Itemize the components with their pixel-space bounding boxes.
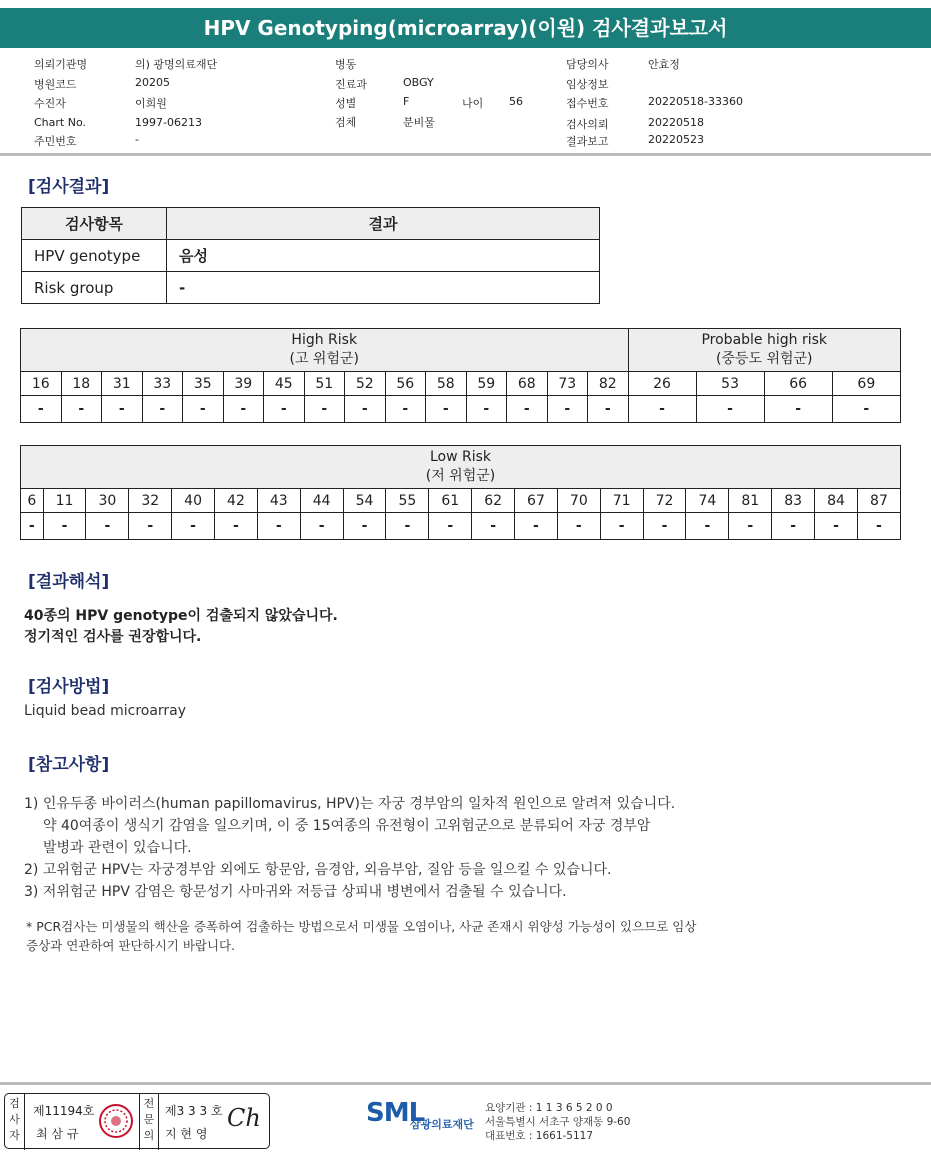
signature-box	[4, 1093, 270, 1149]
genotype-number: 45	[264, 372, 305, 396]
genotype-result: -	[857, 513, 900, 540]
interpretation-line2: 정기적인 검사를 권장합니다.	[24, 629, 202, 645]
reference-item: 약 40여종이 생식기 감염을 일으키며, 이 중 15여종의 유전형이 고위험군으로 분류되어 자궁 경부암	[43, 818, 651, 834]
genotype-result: -	[815, 513, 858, 540]
header-value: 20220518	[648, 116, 704, 129]
genotype-result: -	[832, 396, 900, 423]
genotype-number: 39	[223, 372, 264, 396]
genotype-number: 43	[257, 489, 300, 513]
genotype-number: 70	[557, 489, 600, 513]
header-label: 담당의사	[566, 58, 609, 71]
genotype-number: 26	[628, 372, 696, 396]
genotype-number: 61	[429, 489, 472, 513]
genotype-result: -	[557, 513, 600, 540]
genotype-result: -	[643, 513, 686, 540]
genotype-number: 30	[86, 489, 129, 513]
footer-divider	[0, 1082, 931, 1085]
genotype-number: 72	[643, 489, 686, 513]
result-col-item: 검사항목	[22, 208, 167, 240]
interp-prefix: 40종의	[24, 608, 76, 624]
interp-suffix: 이 검출되지 않았습니다.	[187, 608, 338, 624]
genotype-result: -	[129, 513, 172, 540]
header-value: -	[135, 133, 139, 146]
genotype-result: -	[628, 396, 696, 423]
header-label: 주민번호	[34, 135, 77, 148]
genotype-result: -	[183, 396, 224, 423]
header-label: 수진자	[34, 97, 66, 110]
genotype-number: 67	[515, 489, 558, 513]
genotype-number: 6	[21, 489, 44, 513]
sml-logo: SML	[366, 1098, 425, 1128]
genotype-result: -	[729, 513, 772, 540]
high-risk-header	[21, 329, 629, 372]
genotype-result: -	[466, 396, 507, 423]
header-label: 병동	[335, 58, 357, 71]
header-value: F	[403, 95, 410, 108]
interpretation-line1	[24, 605, 338, 625]
genotype-result: -	[343, 513, 386, 540]
genotype-number: 62	[472, 489, 515, 513]
genotype-result: -	[142, 396, 183, 423]
section-result: [검사결과]	[28, 177, 110, 197]
result-table	[21, 207, 600, 304]
interp-bold: HPV genotype	[75, 608, 188, 624]
header-divider	[0, 153, 931, 156]
examiner-label-char: 검	[9, 1097, 20, 1110]
genotype-number: 18	[61, 372, 102, 396]
genotype-number: 44	[300, 489, 343, 513]
header-label: 접수번호	[566, 97, 609, 110]
low-risk-table	[20, 445, 901, 540]
genotype-result: -	[686, 513, 729, 540]
age-value: 56	[509, 95, 523, 108]
genotype-number: 53	[696, 372, 764, 396]
reference-list	[24, 793, 675, 903]
high-risk-label: High Risk	[291, 332, 358, 348]
genotype-number: 11	[43, 489, 86, 513]
genotype-number: 35	[183, 372, 224, 396]
doctor-license: 제3 3 3 호	[165, 1104, 223, 1118]
header-label: 병원코드	[34, 78, 77, 91]
header-label: 진료과	[335, 78, 367, 91]
org-phone: 대표번호 : 1661-5117	[485, 1130, 594, 1142]
genotype-result: -	[385, 396, 426, 423]
table-row	[22, 240, 600, 272]
genotype-result: -	[600, 513, 643, 540]
genotype-result: -	[172, 513, 215, 540]
header-label: 의뢰기관명	[34, 58, 88, 71]
genotype-number: 33	[142, 372, 183, 396]
genotype-number: 68	[507, 372, 548, 396]
method-text: Liquid bead microarray	[24, 703, 187, 719]
genotype-result: -	[426, 396, 467, 423]
org-info	[485, 1101, 630, 1143]
genotype-result: -	[86, 513, 129, 540]
examiner-label-char: 사	[9, 1113, 20, 1126]
doctor-label-char: 전	[143, 1097, 155, 1110]
genotype-number: 42	[215, 489, 258, 513]
genotype-number: 52	[345, 372, 386, 396]
probable-risk-label: Probable high risk	[701, 332, 828, 348]
genotype-result: -	[772, 513, 815, 540]
genotype-number: 16	[21, 372, 62, 396]
header-label: 검체	[335, 116, 357, 129]
header-value: 20205	[135, 76, 170, 89]
high-risk-label-ko: (고 위험군)	[289, 351, 359, 367]
header-value: 20220523	[648, 133, 704, 146]
org-address: 서울특별시 서초구 양재동 9-60	[485, 1116, 631, 1128]
genotype-result: -	[257, 513, 300, 540]
low-risk-label-ko: (저 위험군)	[425, 468, 496, 484]
note-line: * PCR검사는 미생물의 핵산을 증폭하여 검출하는 방법으로서 미생물 오염이나, 사균 존재시 위양성 가능성이 있으므로 임상	[26, 919, 697, 934]
genotype-number: 54	[343, 489, 386, 513]
header-label: Chart No.	[34, 116, 86, 129]
examiner-name: 최 삼 규	[36, 1127, 79, 1141]
genotype-result: -	[345, 396, 386, 423]
age-label: 나이	[462, 97, 484, 110]
result-col-result: 결과	[167, 208, 600, 240]
genotype-result: -	[588, 396, 629, 423]
examiner-label	[5, 1094, 25, 1150]
genotype-result: -	[429, 513, 472, 540]
section-method: [검사방법]	[28, 677, 110, 697]
genotype-number: 71	[600, 489, 643, 513]
signature: Ch	[227, 1104, 261, 1132]
genotype-result: -	[264, 396, 305, 423]
genotype-number: 56	[385, 372, 426, 396]
probable-risk-header	[628, 329, 901, 372]
genotype-result: -	[215, 513, 258, 540]
low-risk-label: Low Risk	[429, 449, 492, 465]
genotype-result: -	[223, 396, 264, 423]
header-value: 1997-06213	[135, 116, 202, 129]
genotype-number: 59	[466, 372, 507, 396]
genotype-number: 51	[304, 372, 345, 396]
examiner-license: 제11194호	[33, 1104, 95, 1118]
reference-item: 2) 고위험군 HPV는 자궁경부암 외에도 항문암, 음경암, 외음부암, 질암 등을 일으킬 수 있습니다.	[24, 862, 612, 878]
genotype-result: -	[21, 513, 44, 540]
doctor-name: 지 현 영	[165, 1127, 208, 1141]
header-label: 성별	[335, 97, 357, 110]
genotype-result: -	[547, 396, 588, 423]
genotype-number: 83	[772, 489, 815, 513]
genotype-result: -	[300, 513, 343, 540]
header-value: 의) 광명의료재단	[135, 58, 218, 71]
header-label: 임상정보	[566, 78, 609, 91]
pcr-note	[26, 917, 696, 955]
genotype-result: -	[472, 513, 515, 540]
genotype-number: 84	[815, 489, 858, 513]
note-line: 증상과 연관하여 판단하시기 바랍니다.	[26, 938, 236, 953]
report-title: HPV Genotyping(microarray)(이원) 검사결과보고서	[0, 8, 931, 48]
genotype-result: -	[21, 396, 62, 423]
genotype-number: 82	[588, 372, 629, 396]
header-label: 검사의뢰	[566, 118, 609, 131]
genotype-result: -	[507, 396, 548, 423]
reference-item: 3) 저위험군 HPV 감염은 항문성기 사마귀와 저등급 상피내 병변에서 검출될 수 있습니다.	[24, 884, 567, 900]
genotype-number: 69	[832, 372, 900, 396]
seal-icon	[98, 1103, 134, 1139]
doctor-label	[139, 1094, 159, 1150]
header-value: OBGY	[403, 76, 434, 89]
result-value: -	[167, 272, 600, 304]
genotype-result: -	[43, 513, 86, 540]
care-number: 요양기관 : 1 1 3 6 5 2 0 0	[485, 1102, 613, 1114]
header-label: 결과보고	[566, 135, 609, 148]
genotype-result: -	[515, 513, 558, 540]
header-value: 분비물	[403, 116, 435, 129]
probable-risk-label-ko: (중등도 위험군)	[715, 351, 813, 367]
genotype-number: 73	[547, 372, 588, 396]
result-item: HPV genotype	[22, 240, 167, 272]
reference-item: 1) 인유두종 바이러스(human papillomavirus, HPV)는 자궁 경부암의 일차적 원인으로 알려져 있습니다.	[24, 796, 676, 812]
genotype-result: -	[764, 396, 832, 423]
section-interpretation: [결과해석]	[28, 572, 110, 592]
doctor-label-char: 의	[143, 1129, 155, 1142]
genotype-number: 55	[386, 489, 429, 513]
examiner-label-char: 자	[9, 1129, 20, 1142]
genotype-number: 74	[686, 489, 729, 513]
header-value: 안효정	[648, 58, 680, 71]
genotype-number: 32	[129, 489, 172, 513]
genotype-number: 87	[857, 489, 900, 513]
section-reference: [참고사항]	[28, 755, 110, 775]
genotype-number: 58	[426, 372, 467, 396]
genotype-number: 81	[729, 489, 772, 513]
reference-item: 발병과 관련이 있습니다.	[43, 840, 192, 856]
low-risk-header	[21, 446, 901, 489]
genotype-result: -	[696, 396, 764, 423]
org-name: 삼광의료재단	[410, 1118, 474, 1131]
genotype-number: 66	[764, 372, 832, 396]
doctor-label-char: 문	[143, 1113, 155, 1126]
high-risk-table	[20, 328, 901, 423]
header-value: 20220518-33360	[648, 95, 743, 108]
genotype-number: 40	[172, 489, 215, 513]
result-item: Risk group	[22, 272, 167, 304]
genotype-result: -	[304, 396, 345, 423]
genotype-result: -	[386, 513, 429, 540]
table-row	[22, 272, 600, 304]
genotype-result: -	[61, 396, 102, 423]
header-value: 이희원	[135, 97, 167, 110]
genotype-number: 31	[102, 372, 143, 396]
genotype-result: -	[102, 396, 143, 423]
result-value: 음성	[167, 240, 600, 272]
